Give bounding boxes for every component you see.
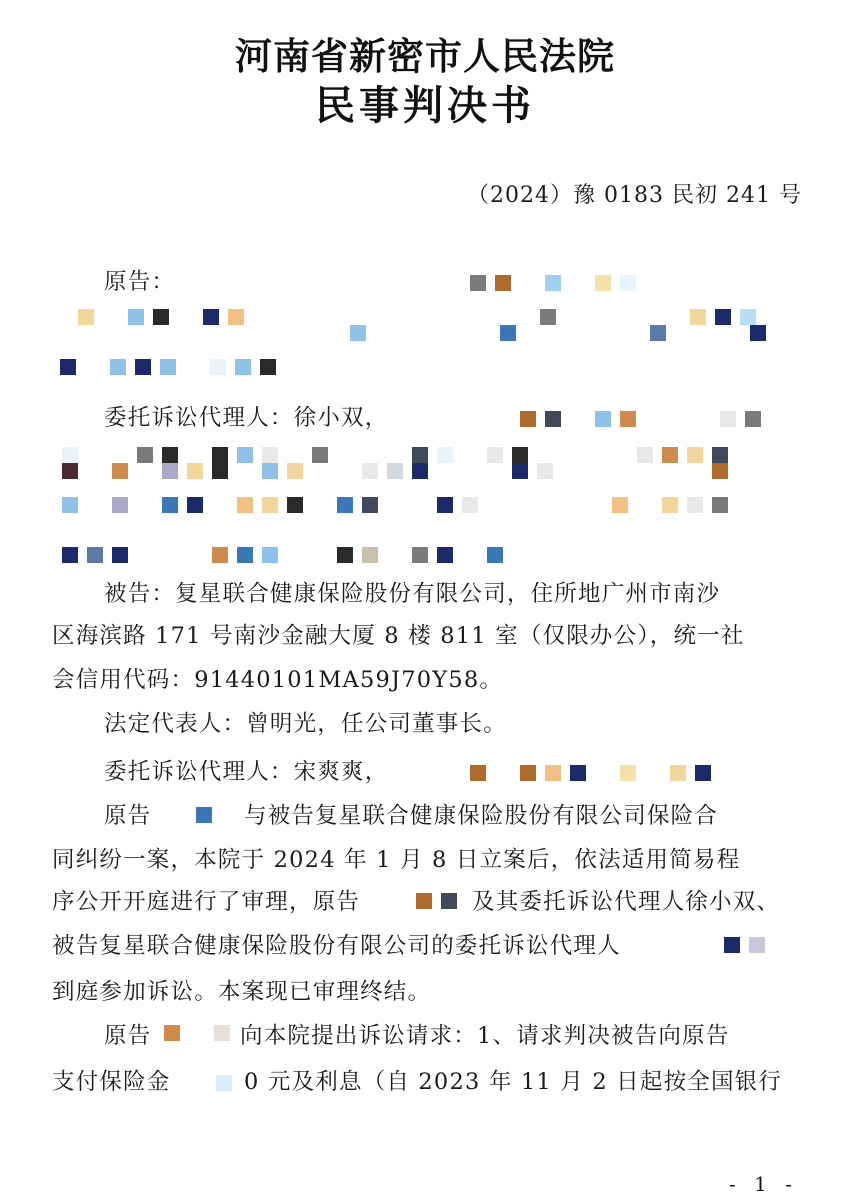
plaintiff-label: 原告：	[104, 269, 176, 295]
paragraph-2-line-1b: 向本院提出诉讼请求：1、请求判决被告向原告	[240, 1023, 730, 1049]
page-number: - 1 -	[729, 1172, 798, 1196]
redaction-mosaic	[62, 460, 737, 482]
redaction-mosaic	[724, 934, 774, 956]
redaction-mosaic	[520, 408, 770, 430]
paragraph-1-line-4: 被告复星联合健康保险股份有限公司的委托诉讼代理人	[52, 933, 621, 959]
case-number: （2024）豫 0183 民初 241 号	[467, 183, 802, 208]
redaction-mosaic	[416, 890, 466, 912]
redaction-mosaic	[60, 356, 285, 378]
redaction-mosaic	[470, 272, 645, 294]
paragraph-1-line-3b: 及其委托诉讼代理人徐小双、	[472, 889, 781, 915]
defendant-line-2: 区海滨路 171 号南沙金融大厦 8 楼 811 室（仅限办公），统一社	[52, 623, 745, 649]
redaction-mosaic	[350, 322, 775, 344]
defendant-line-1: 被告：复星联合健康保险股份有限公司，住所地广州市南沙	[104, 581, 721, 607]
paragraph-2-line-1a: 原告	[104, 1023, 152, 1049]
paragraph-1-line-3a: 序公开开庭进行了审理，原告	[52, 889, 361, 915]
redaction-mosaic	[164, 1022, 239, 1044]
document-title: 民事判决书	[315, 83, 535, 129]
legal-representative: 法定代表人：曾明光，任公司董事长。	[104, 711, 507, 737]
paragraph-1-line-5: 到庭参加诉讼。本案现已审理终结。	[52, 979, 432, 1005]
redaction-mosaic	[78, 306, 253, 328]
redaction-mosaic	[470, 762, 720, 784]
redaction-mosaic	[196, 804, 221, 826]
defendant-line-3: 会信用代码：91440101MA59J70Y58。	[52, 667, 504, 693]
paragraph-1-line-2: 同纠纷一案，本院于 2024 年 1 月 8 日立案后，依法适用简易程	[52, 847, 741, 873]
paragraph-1-line-1a: 原告	[104, 803, 152, 829]
court-name: 河南省新密市人民法院	[235, 35, 615, 78]
defendant-agent: 委托诉讼代理人：宋爽爽，	[104, 759, 389, 785]
redaction-mosaic	[62, 494, 737, 516]
plaintiff-agent: 委托诉讼代理人：徐小双，	[104, 405, 389, 431]
paragraph-2-line-2b: 0 元及利息（自 2023 年 11 月 2 日起按全国银行	[244, 1069, 783, 1095]
paragraph-1-line-1b: 与被告复星联合健康保险股份有限公司保险合	[244, 803, 719, 829]
redaction-mosaic	[62, 544, 512, 566]
paragraph-2-line-2a: 支付保险金	[52, 1069, 171, 1095]
redaction-mosaic	[216, 1072, 241, 1094]
